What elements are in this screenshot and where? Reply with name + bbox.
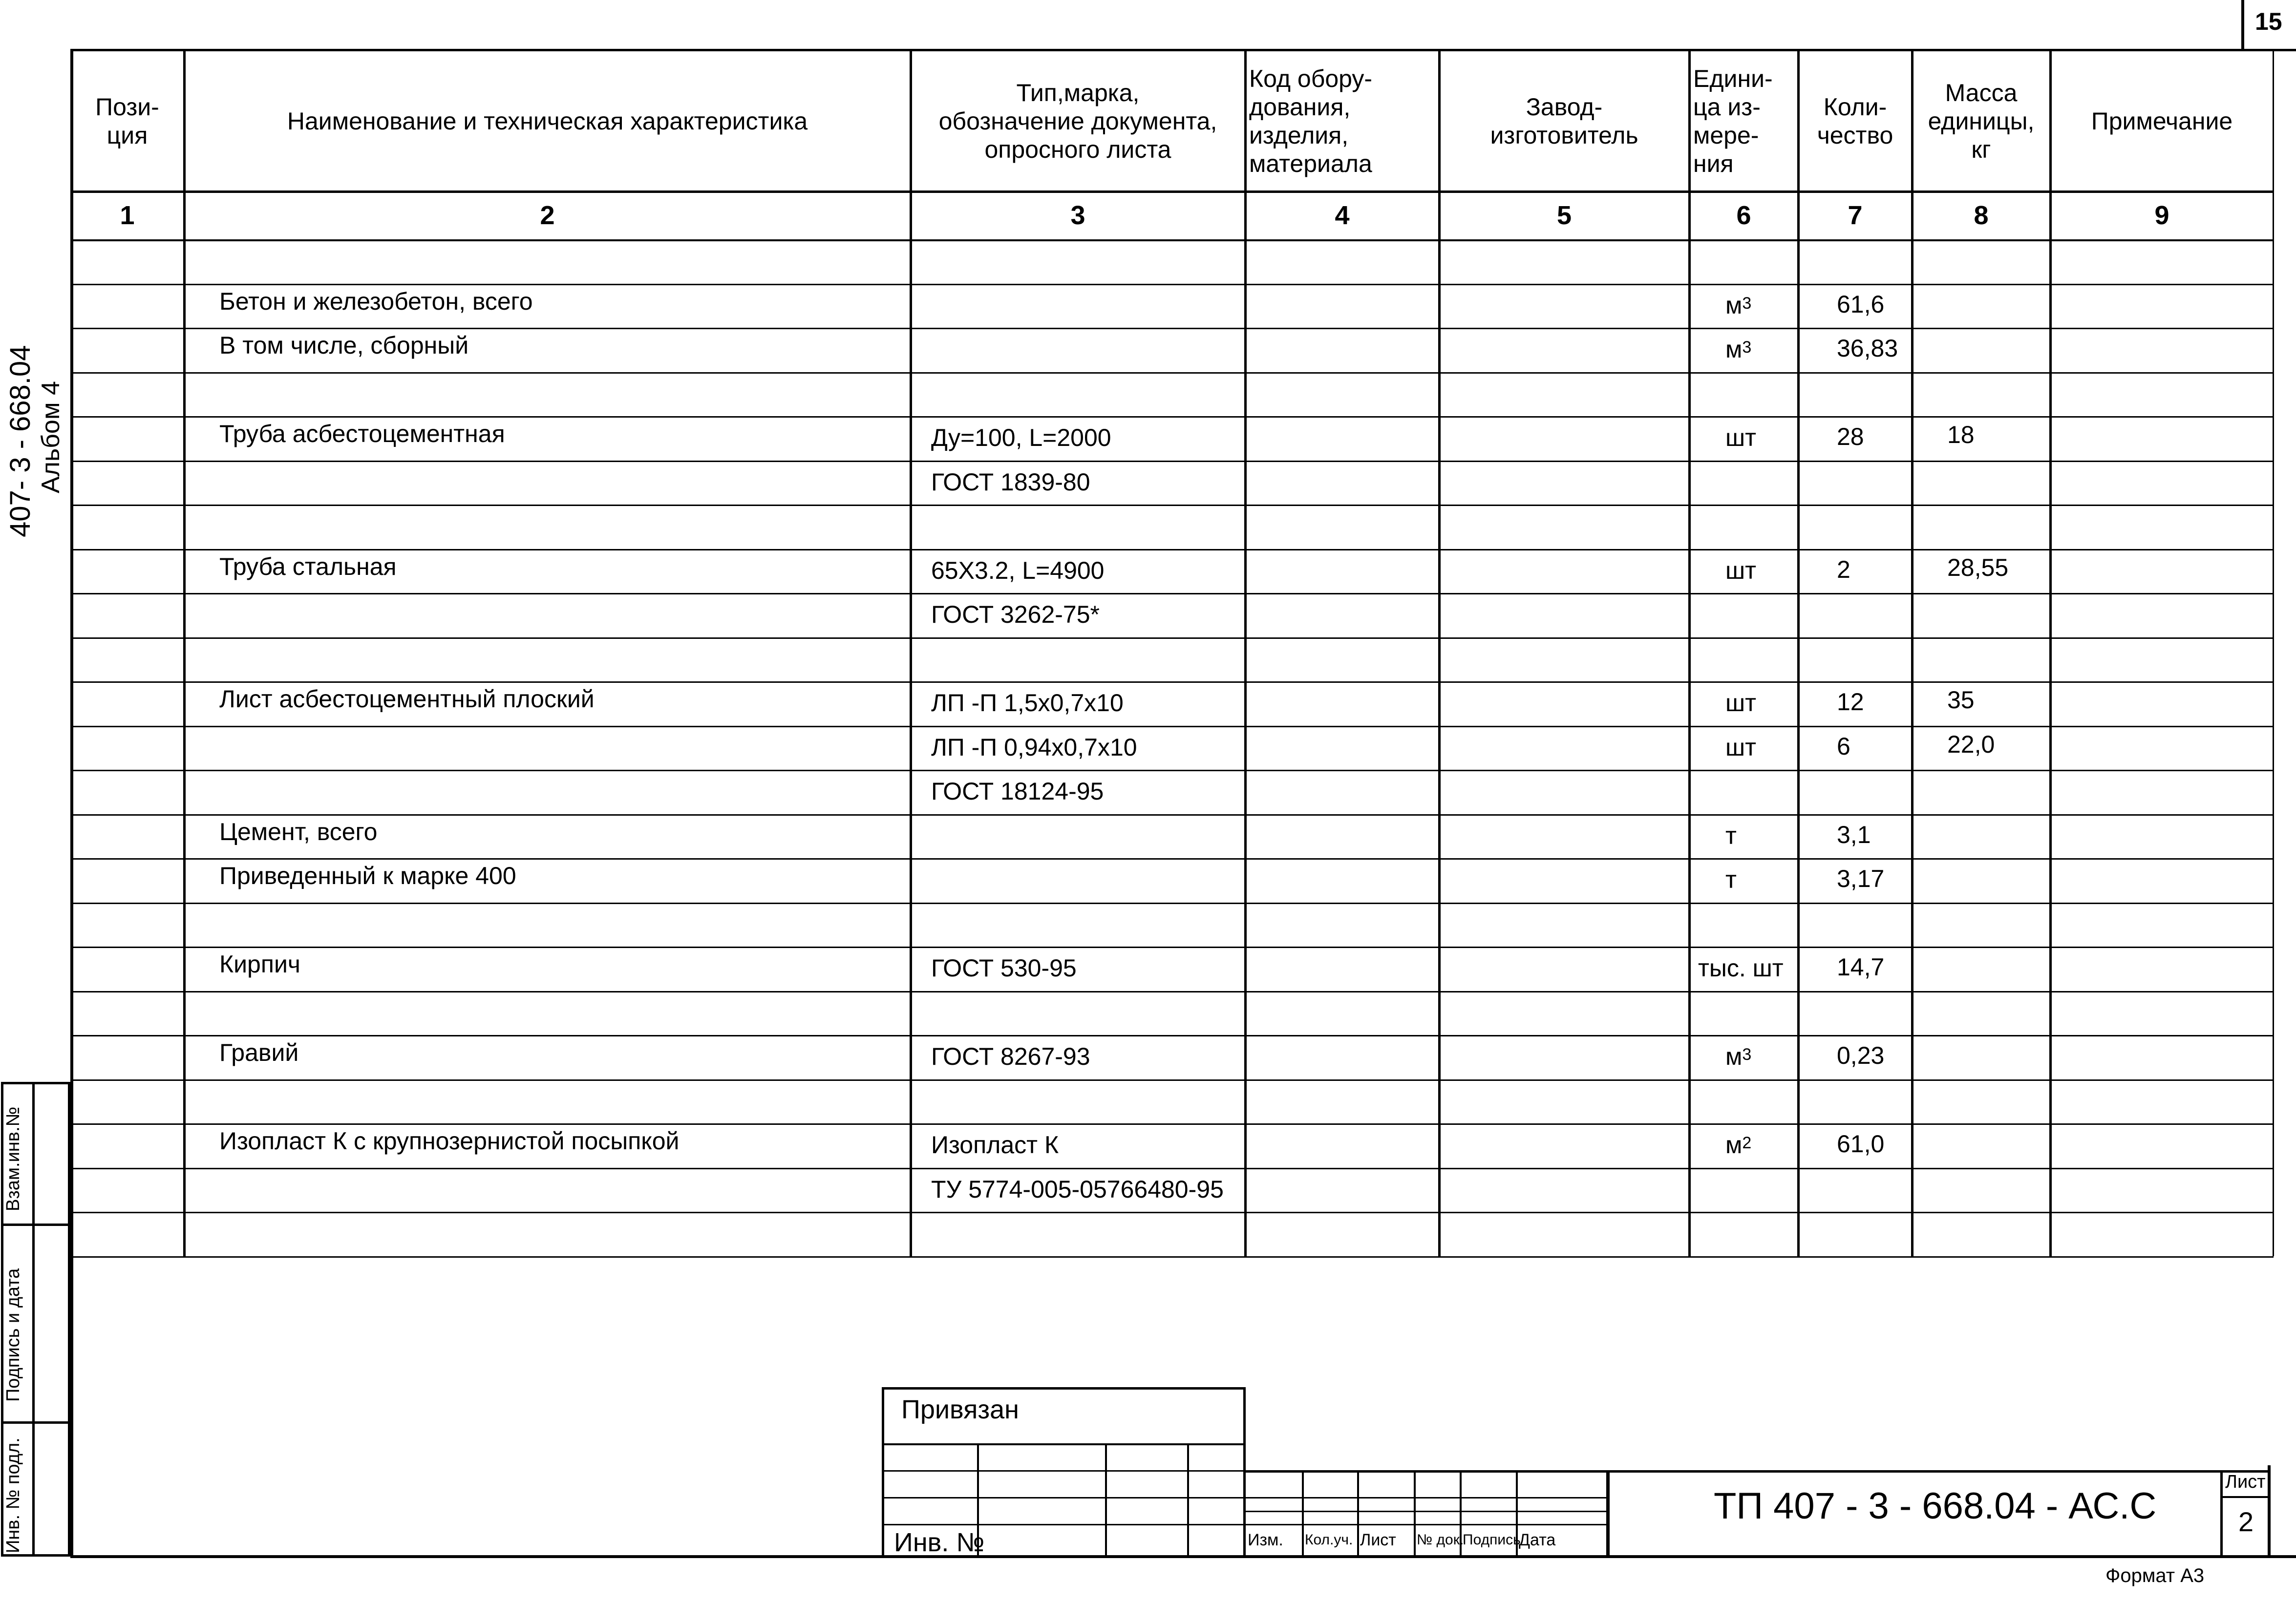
row-divider <box>70 328 2274 329</box>
item-unit: $м^3$ <box>1725 1043 1752 1070</box>
row-divider <box>70 1212 2274 1213</box>
item-type: ГОСТ 530-95 <box>931 954 1077 982</box>
item-name: Цемент, всего <box>219 818 378 845</box>
header-c6: Едини- ца из- мере- ния <box>1693 65 1773 177</box>
item-name: Кирпич <box>219 950 300 978</box>
item-unit: $м^3$ <box>1725 291 1752 319</box>
row-divider <box>70 284 2274 285</box>
title-block-label: Изм. <box>1248 1531 1283 1549</box>
item-name: Гравий <box>219 1039 299 1066</box>
item-mass: 22,0 <box>1947 730 1995 758</box>
row-divider <box>70 372 2274 374</box>
row-divider <box>70 1035 2274 1036</box>
item-qty: 36,83 <box>1837 335 1898 362</box>
title-block-label: Кол.уч. <box>1305 1532 1353 1548</box>
item-type: ГОСТ 18124-95 <box>931 778 1104 805</box>
header-c8: Масса единицы, кг <box>1928 79 2035 163</box>
column-number: 5 <box>1556 201 1572 230</box>
header-c3: Тип,марка, обозначение документа, опросного листа <box>938 79 1217 163</box>
list-label: Лист <box>2225 1472 2266 1492</box>
header-c7: Коли- чество <box>1817 93 1893 149</box>
item-unit: шт <box>1725 733 1757 761</box>
header-c2: Наименование и техническая характеристика <box>287 107 808 135</box>
item-type: ТУ 5774-005-05766480-95 <box>931 1175 1224 1203</box>
column-number: 2 <box>540 201 555 230</box>
item-unit: $м^3$ <box>1725 336 1752 363</box>
item-type: ЛП -П 0,94х0,7х10 <box>931 733 1137 761</box>
header-c9: Примечание <box>2091 107 2233 135</box>
item-type: Изопласт К <box>931 1131 1059 1159</box>
podpis-label: Подпись и дата <box>3 1268 23 1402</box>
item-unit: тыс. шт <box>1698 954 1784 982</box>
title-block-label: Дата <box>1519 1531 1556 1549</box>
inv-no-label: Инв. № <box>894 1528 985 1557</box>
row-divider <box>70 681 2274 683</box>
item-mass: 28,55 <box>1947 553 2009 581</box>
column-number: 9 <box>2154 201 2169 230</box>
privyazan-label: Привязан <box>901 1395 1019 1424</box>
column-number: 7 <box>1848 201 1863 230</box>
item-name: Труба стальная <box>219 552 397 580</box>
row-divider <box>70 858 2274 860</box>
item-mass: 18 <box>1947 421 1975 448</box>
row-divider <box>70 461 2274 462</box>
item-unit: т <box>1725 822 1737 849</box>
column-number: 6 <box>1736 201 1751 230</box>
item-type: 65Х3.2, L=4900 <box>931 556 1105 584</box>
row-divider <box>70 549 2274 550</box>
item-unit: т <box>1725 866 1737 893</box>
header-c1: Пози- ция <box>95 93 159 149</box>
item-qty: 14,7 <box>1837 953 1885 981</box>
item-qty: 61,6 <box>1837 290 1885 318</box>
column-number: 4 <box>1335 201 1350 230</box>
item-qty: 28 <box>1837 423 1864 450</box>
item-type: ГОСТ 1839-80 <box>931 468 1090 496</box>
title-block-label: Лист <box>1360 1531 1396 1549</box>
item-name: Труба асбестоцементная <box>219 420 505 447</box>
row-divider <box>70 1256 2274 1258</box>
item-unit: шт <box>1725 556 1757 584</box>
doc-code: ТП 407 - 3 - 668.04 - АС.С <box>1714 1485 2157 1527</box>
item-name: Приведенный к марке 400 <box>219 862 516 889</box>
header-c5: Завод- изготовитель <box>1490 93 1638 149</box>
item-qty: 61,0 <box>1837 1130 1885 1158</box>
row-divider <box>70 505 2274 506</box>
item-qty: 6 <box>1837 732 1850 760</box>
spec-table <box>70 49 2274 1263</box>
row-divider <box>70 1079 2274 1081</box>
row-divider <box>70 593 2274 594</box>
item-unit: шт <box>1725 689 1757 717</box>
header-c4: Код обору- дования, изделия, материала <box>1249 65 1373 177</box>
row-divider <box>70 770 2274 771</box>
row-divider <box>70 991 2274 992</box>
side-code: 407- 3 - 668.04 <box>4 345 36 537</box>
item-name: В том числе, сборный <box>219 332 469 359</box>
row-divider <box>70 416 2274 418</box>
item-qty: 3,17 <box>1837 865 1885 892</box>
item-type: ГОСТ 8267-93 <box>931 1043 1090 1070</box>
column-number: 1 <box>120 201 135 230</box>
row-divider <box>70 637 2274 639</box>
item-name: Бетон и железобетон, всего <box>219 287 533 315</box>
side-album: Альбом 4 <box>37 381 65 493</box>
row-divider <box>70 814 2274 816</box>
item-qty: 0,23 <box>1837 1042 1885 1069</box>
sheet-number-border <box>2241 0 2244 51</box>
item-type: Ду=100, L=2000 <box>931 424 1111 451</box>
row-divider <box>70 726 2274 727</box>
item-name: Лист асбестоцементный плоский <box>219 685 595 713</box>
row-divider <box>70 1123 2274 1125</box>
list-number: 2 <box>2238 1506 2254 1537</box>
item-qty: 12 <box>1837 688 1864 716</box>
item-mass: 35 <box>1947 686 1975 714</box>
row-divider <box>70 1168 2274 1169</box>
title-block-label: № док. <box>1417 1532 1464 1548</box>
table-top-border <box>70 49 2274 51</box>
item-qty: 2 <box>1837 555 1850 583</box>
sheet-number-top: 15 <box>2255 8 2282 35</box>
title-block-grid <box>1246 1470 1607 1558</box>
item-qty: 3,1 <box>1837 821 1871 848</box>
column-number: 8 <box>1974 201 1989 230</box>
item-unit: $м^2$ <box>1725 1131 1752 1159</box>
format-label: Формат А3 <box>2105 1565 2205 1586</box>
item-type: ГОСТ 3262-75* <box>931 601 1100 628</box>
item-unit: шт <box>1725 424 1757 451</box>
vzam-inv-label: Взам.инв.№ <box>3 1106 23 1211</box>
colnum-bottom-border <box>70 239 2274 241</box>
item-name: Изопласт К с крупнозернистой посыпкой <box>219 1127 680 1155</box>
item-type: ЛП -П 1,5х0,7х10 <box>931 689 1124 717</box>
column-number: 3 <box>1070 201 1085 230</box>
row-divider <box>70 947 2274 948</box>
row-divider <box>70 903 2274 904</box>
title-block-label: Подпись <box>1463 1532 1521 1548</box>
inv-podl-label: Инв. № подл. <box>3 1437 23 1553</box>
header-bottom-border <box>70 190 2274 193</box>
